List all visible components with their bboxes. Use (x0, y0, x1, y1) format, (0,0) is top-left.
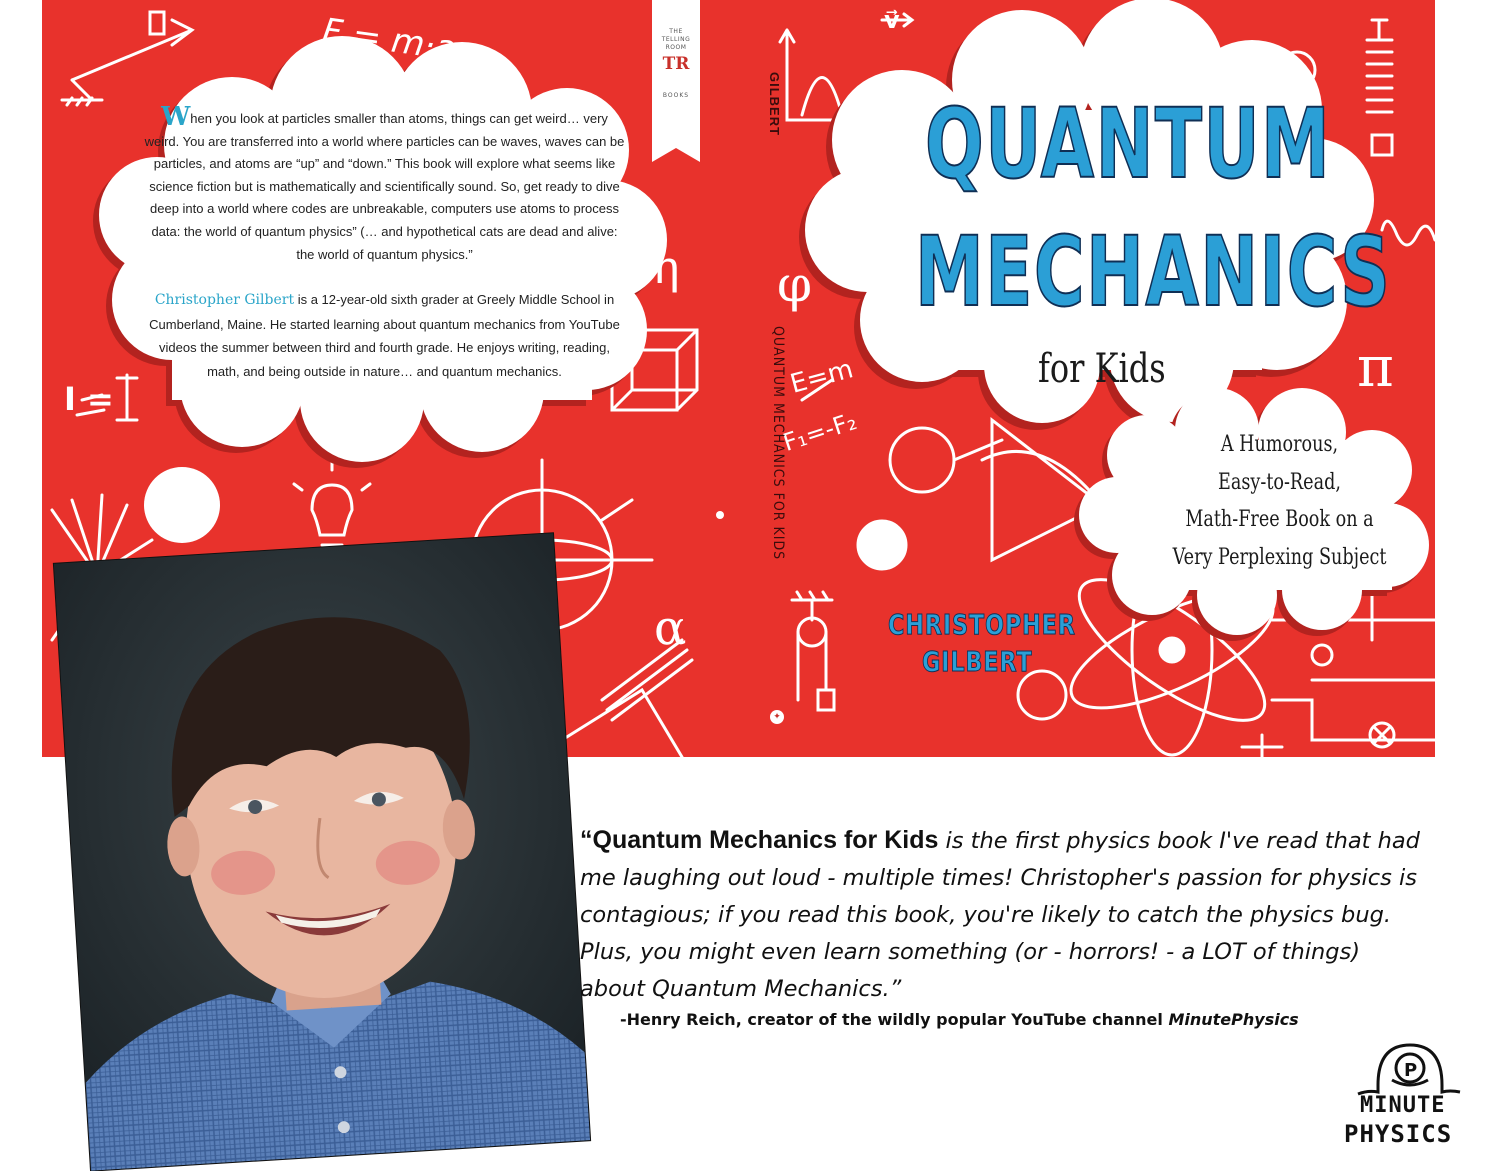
publisher-mark: TR (662, 54, 690, 74)
author-portrait-image (54, 533, 590, 1170)
quote-book-title: “Quantum Mechanics for Kids (580, 826, 939, 854)
formula-f-ma: F = m·a (319, 10, 459, 70)
logo-word-physics: PHYSICS (1344, 1120, 1453, 1148)
cover-subtitle: for Kids (1038, 346, 1166, 392)
author-photo (54, 533, 590, 1170)
publisher-logo (652, 0, 700, 148)
author-bio (142, 288, 627, 383)
cover-title-line1: QUANTUM (925, 88, 1332, 200)
publisher-books: BOOKS (662, 92, 690, 99)
quote-attribution (620, 1010, 1299, 1029)
publisher-name: THE TELLING ROOM (661, 28, 691, 51)
formula-phi: φ (777, 255, 813, 313)
logo-letter: P (1404, 1060, 1418, 1081)
attribution-channel: MinutePhysics (1168, 1010, 1299, 1029)
formula-pi: π (1357, 335, 1394, 400)
formula-i: I = (64, 380, 114, 418)
bio-author-name: Christopher Gilbert (154, 292, 295, 308)
blurb-text: hen you look at particles smaller than atoms, things can get weird… very weird. You are transferred into a world where particles can be waves, waves can be particles, and atoms are “up” and “down.” This book will explore what seems like science fiction but is mathematically and scientifically sound. So, get ready to dive deep into a world where codes are unbreakable, computers use atoms to process data: the world of quantum physics” (… and hypothetical cats are dead and alive: the world of quantum physics.” (144, 111, 625, 262)
tagline-line: Very Perplexing Subject (1172, 544, 1387, 570)
formula-alpha: α (654, 600, 687, 656)
bio-text: is a 12-year-old sixth grader at Greely Middle School in Cumberland, Maine. He started learning about quantum mechanics from YouTube videos the summer between third and fourth grade. He enjoys writing, reading, math, and being outside in nature… and quantum mechanics. (149, 292, 620, 379)
publisher-colophon-icon: ✦ (770, 710, 784, 724)
blurb-dropcap: W (161, 102, 191, 132)
formula-eta: η (652, 240, 680, 294)
quote-text: is the first physics book I've read that had me laughing out loud - multiple times! Christopher's passion for physics is contagious; if you read this book, you're likely to catch the physics bug. Plus, you might even learn something (or - horrors! - a LOT of things) about Quantum Mechanics.” (580, 828, 1420, 1002)
cover-title-line2: MECHANICS (915, 216, 1392, 328)
cover-author-first: CHRISTOPHER (888, 608, 1076, 641)
logo-word-minute: MINUTE (1360, 1093, 1446, 1118)
back-cover-blurb (142, 102, 627, 266)
formula-v: v⃗ (884, 6, 900, 34)
tagline-line: Math-Free Book on a (1185, 507, 1374, 532)
formula-e: E=m (787, 354, 857, 400)
tagline-line: Easy-to-Read, (1218, 469, 1341, 495)
spine-author: GILBERT (767, 72, 782, 137)
review-quote (580, 822, 1430, 1008)
formula-f: F₁=-F₂ (779, 407, 861, 457)
tagline-line: A Humorous, (1220, 432, 1339, 457)
cover-author-last: GILBERT (922, 645, 1033, 678)
spine-title: QUANTUM MECHANICS FOR KIDS (770, 326, 786, 561)
cover-tagline (1137, 426, 1422, 576)
attribution-text: -Henry Reich, creator of the wildly popular YouTube channel (620, 1010, 1169, 1029)
